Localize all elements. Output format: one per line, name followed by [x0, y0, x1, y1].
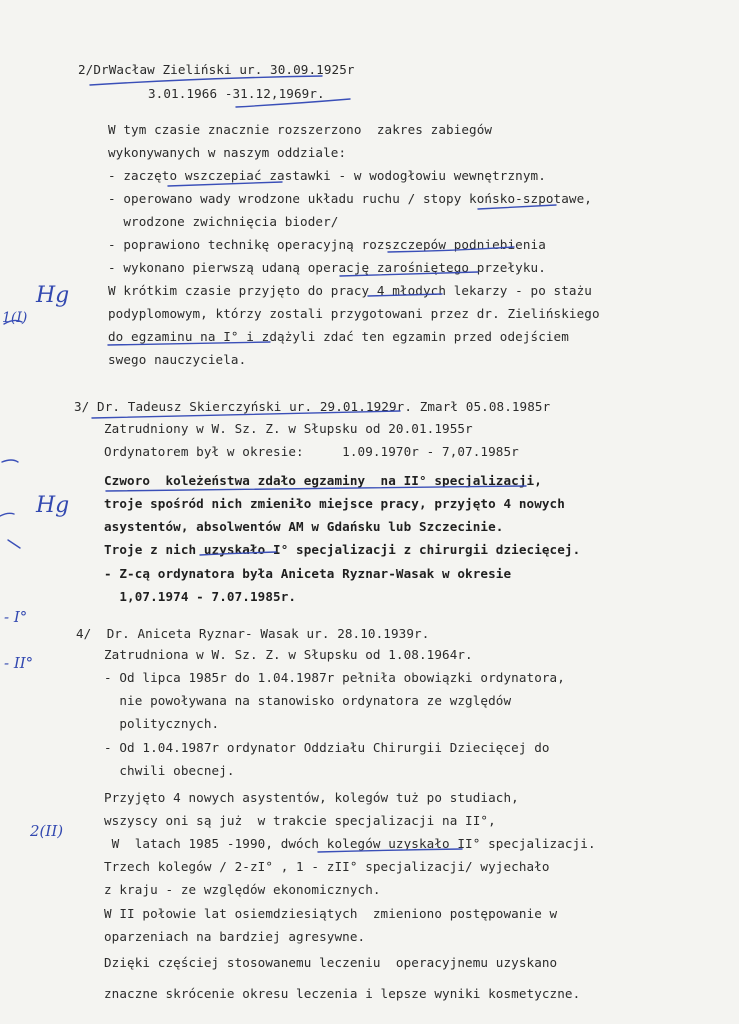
section-4-line: W latach 1985 -1990, dwóch kolegów uzyskało II° specjalizacji. — [104, 836, 596, 851]
section-2-line: - zaczęto wszczepiać zastawki - w wodogłowiu wewnętrznym. — [108, 168, 546, 183]
section-4-line: wszyscy oni są już w trakcie specjalizacji na II°, — [104, 813, 496, 828]
section-4-line: oparzeniach na bardziej agresywne. — [104, 929, 366, 944]
section-4-line: politycznych. — [104, 716, 220, 731]
section-4-line: W II połowie lat osiemdziesiątych zmieniono postępowanie w — [104, 906, 558, 921]
section-3-line: Zatrudniony w W. Sz. Z. w Słupsku od 20.01.1955r — [104, 421, 473, 436]
margin-note-2-ii: 2(II) — [30, 822, 64, 840]
section-3-line: troje spośród nich zmieniło miejsce pracy, przyjęto 4 nowych — [104, 496, 565, 511]
section-2-line: do egzaminu na I° i zdążyli zdać ten egzamin przed odejściem — [108, 329, 569, 344]
section-4-line: nie powoływana na stanowisko ordynatora ze względów — [104, 693, 512, 708]
section-4-line: z kraju - ze względów ekonomicznych. — [104, 882, 381, 897]
section-4-line: Zatrudniona w W. Sz. Z. w Słupsku od 1.08.1964r. — [104, 647, 473, 662]
section-2-dates: 3.01.1966 -31.12,1969r. — [148, 86, 325, 101]
margin-mark-4 — [0, 513, 14, 516]
section-4-line: Trzech kolegów / 2-zI° , 1 - zII° specjalizacji/ wyjechało — [104, 859, 550, 874]
section-2-line: W krótkim czasie przyjęto do pracy 4 młodych lekarzy - po stażu — [108, 283, 592, 298]
section-2-line: - operowano wady wrodzone układu ruchu / stopy końsko-szpotawe, — [108, 191, 592, 206]
section-2-line: wrodzone zwichnięcia bioder/ — [108, 214, 339, 229]
section-4-line: Przyjęto 4 nowych asystentów, kolegów tuż po studiach, — [104, 790, 519, 805]
section-2-line: - poprawiono technikę operacyjną rozszczepów podniebienia — [108, 237, 546, 252]
margin-mark-2 — [2, 460, 18, 462]
margin-note-hg-2: Hg — [36, 493, 70, 518]
section-4-line: znaczne skrócenie okresu leczenia i lepsze wyniki kosmetyczne. — [104, 986, 581, 1001]
section-3-line: asystentów, absolwentów AM w Gdańsku lub Szczecinie. — [104, 519, 504, 534]
section-2-line: - wykonano pierwszą udaną operację zarośniętego przełyku. — [108, 260, 546, 275]
section-3-line: Troje z nich uzyskało I° specjalizacji z chirurgii dziecięcej. — [104, 542, 581, 557]
section-2-line: podyplomowym, którzy zostali przygotowani przez dr. Zielińskiego — [108, 306, 600, 321]
margin-note-hg-1: Hg — [36, 283, 70, 308]
section-3-line: Ordynatorem był w okresie: 1.09.1970r - 7,07.1985r — [104, 444, 519, 459]
section-2-line: swego nauczyciela. — [108, 352, 247, 367]
margin-mark-3 — [8, 540, 20, 548]
margin-note-1-i: 1(I) — [2, 310, 28, 326]
section-2-line: W tym czasie znacznie rozszerzono zakres zabiegów — [108, 122, 493, 137]
section-4-line: - Od lipca 1985r do 1.04.1987r pełniła obowiązki ordynatora, — [104, 670, 565, 685]
section-2-header: 2/DrWacław Zieliński ur. 30.09.1925r — [78, 62, 355, 77]
margin-note-i-degree: - I° — [4, 608, 28, 626]
section-3-line: 1,07.1974 - 7.07.1985r. — [104, 589, 297, 604]
margin-note-ii-degree: - II° — [4, 654, 34, 672]
section-4-line: Dzięki częściej stosowanemu leczeniu operacyjnemu uzyskano — [104, 955, 558, 970]
section-3-line: - Z-cą ordynatora była Aniceta Ryznar-Wasak w okresie — [104, 566, 512, 581]
section-4-header: 4/ Dr. Aniceta Ryznar- Wasak ur. 28.10.1939r. — [76, 626, 430, 641]
section-3-line: Czworo koleżeństwa zdało egzaminy na II° specjalizacji, — [104, 473, 542, 488]
section-4-line: - Od 1.04.1987r ordynator Oddziału Chirurgii Dziecięcej do — [104, 740, 550, 755]
section-4-line: chwili obecnej. — [104, 763, 235, 778]
section-3-header: 3/ Dr. Tadeusz Skierczyński ur. 29.01.1929r. Zmarł 05.08.1985r — [74, 399, 551, 414]
section-2-line: wykonywanych w naszym oddziale: — [108, 145, 347, 160]
